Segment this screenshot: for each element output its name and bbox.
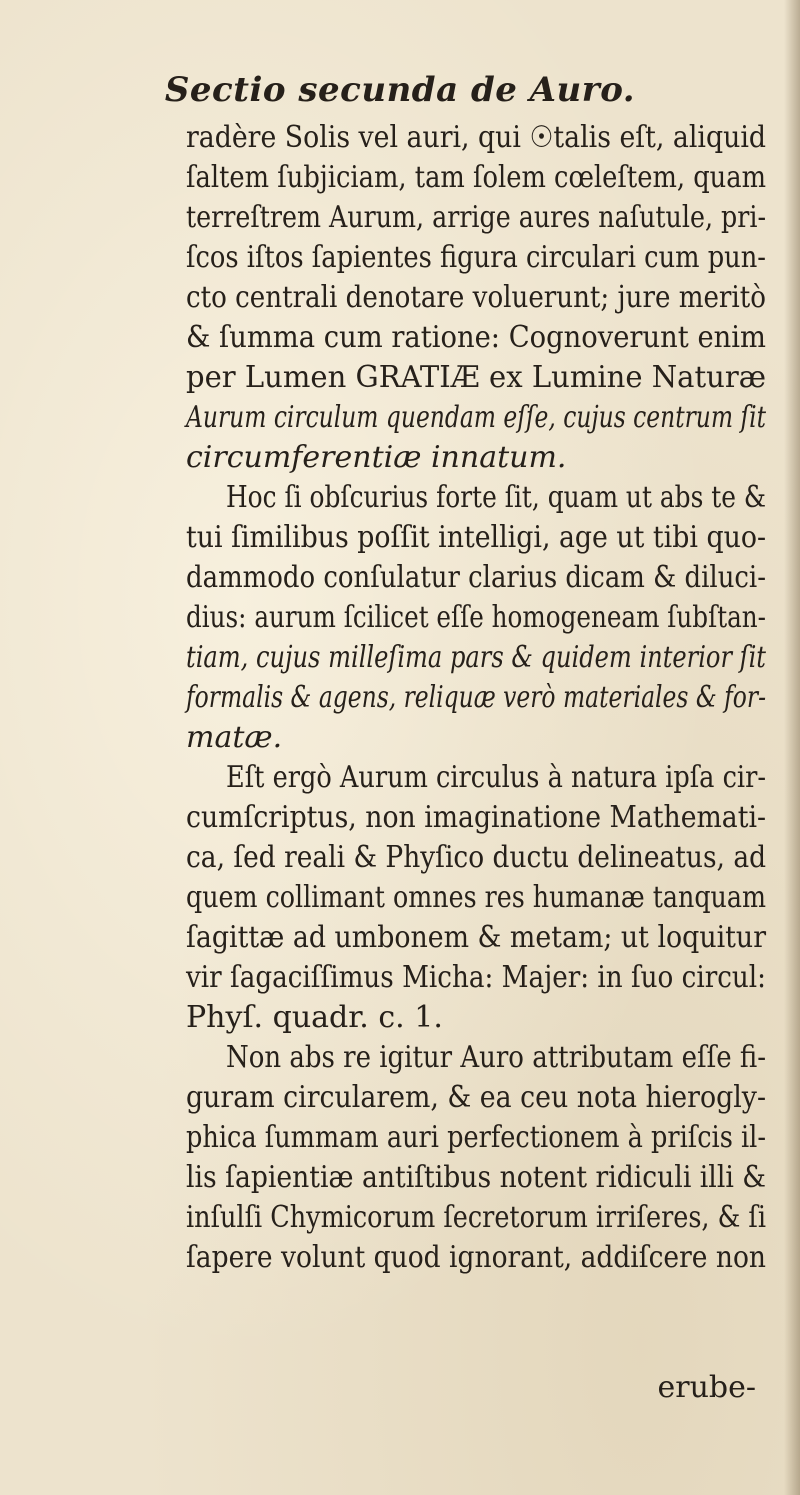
text-line: Phyſ. quadr. c. 1. <box>186 1000 443 1035</box>
text-line: lis ſapientiæ antiſtibus notent ridiculi illi & <box>186 1160 766 1195</box>
text-line: tiam, cujus milleſima pars & quidem interior ſit <box>186 640 766 675</box>
text-line: cto centrali denotare voluerunt; jure meritò <box>186 280 766 315</box>
text-line: phica ſummam auri perfectionem à priſcis il- <box>186 1120 766 1155</box>
text-line: ſaltem ſubjiciam, tam ſolem cœleſtem, quam <box>186 160 766 195</box>
text-line: quem collimant omnes res humanæ tanquam <box>186 880 766 915</box>
text-line: & ſumma cum ratione: Cognoverunt enim <box>186 320 766 355</box>
text-line: guram circularem, & ea ceu nota hierogly- <box>186 1080 766 1115</box>
text-line: inſulſi Chymicorum ſecretorum irriſeres, & ſi <box>186 1200 766 1235</box>
text-line: cumſcriptus, non imaginatione Mathemati- <box>186 800 766 835</box>
running-head: Sectio secunda de Auro. <box>164 70 636 110</box>
page-edge-shadow <box>784 0 800 1495</box>
text-line: dammodo conſulatur clarius dicam & diluci- <box>186 560 766 595</box>
text-line: terreſtrem Aurum, arrige aures naſutule, pri- <box>186 200 766 235</box>
text-line: per Lumen GRATIÆ ex Lumine Naturæ <box>186 360 766 395</box>
catchword: erube- <box>657 1370 756 1405</box>
text-line: ſcos iſtos ſapientes figura circulari cum pun- <box>186 240 766 275</box>
text-line: ſapere volunt quod ignorant, addiſcere non <box>186 1240 766 1275</box>
text-line: Aurum circulum quendam eſſe, cujus centrum ſit <box>186 400 766 435</box>
text-line: circumferentiæ innatum. <box>186 440 567 475</box>
text-line: dius: aurum ſcilicet eſſe homogeneam ſubſtan- <box>186 600 766 635</box>
text-line: ca, ſed reali & Phyſico ductu delineatus, ad <box>186 840 766 875</box>
text-line: matæ. <box>186 720 283 755</box>
text-line: Eſt ergò Aurum circulus à natura ipſa cir- <box>226 760 766 795</box>
text-line: radère Solis vel auri, qui ☉talis eſt, aliquid <box>186 120 766 155</box>
text-line: vir ſagaciſſimus Micha: Majer: in ſuo circul: <box>186 960 766 995</box>
text-line: tui ſimilibus poſſit intelligi, age ut tibi quo- <box>186 520 766 555</box>
text-line: ſagittæ ad umbonem & metam; ut loquitur <box>186 920 766 955</box>
text-line: formalis & agens, reliquæ verò materiales & for- <box>186 680 766 715</box>
text-line: Non abs re igitur Auro attributam eſſe fi- <box>226 1040 766 1075</box>
body-text <box>186 118 766 1278</box>
text-line: Hoc ſi obſcurius forte ſit, quam ut abs te & <box>226 480 766 515</box>
